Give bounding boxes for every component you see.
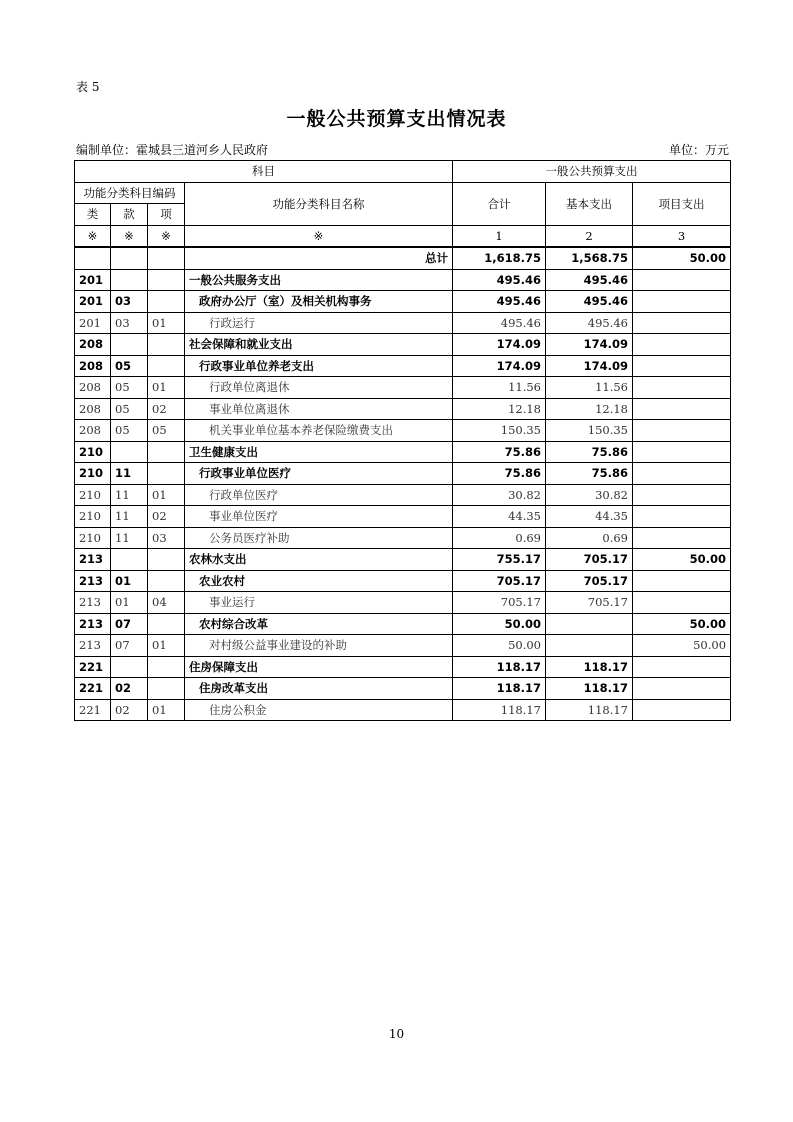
cell-xiang: 05 xyxy=(148,420,185,442)
table-row xyxy=(75,678,731,700)
cell-xiang xyxy=(148,656,185,678)
cell-kuan: 05 xyxy=(111,398,148,420)
header-lei: 类 xyxy=(75,204,111,226)
cell-lei: 201 xyxy=(75,269,111,291)
cell-project xyxy=(633,312,731,334)
cell-xiang: 01 xyxy=(148,312,185,334)
cell-total: 118.17 xyxy=(453,656,546,678)
cell-kuan: 05 xyxy=(111,420,148,442)
cell-total: 75.86 xyxy=(453,441,546,463)
cell-xiang: 01 xyxy=(148,699,185,721)
cell-total: 75.86 xyxy=(453,463,546,485)
cell-project xyxy=(633,291,731,313)
cell-name: 事业单位离退休 xyxy=(185,398,453,420)
currency-unit: 单位：万元 xyxy=(668,143,729,157)
cell-project: 50.00 xyxy=(633,613,731,635)
cell-kuan: 05 xyxy=(111,355,148,377)
cell-kuan: 11 xyxy=(111,484,148,506)
cell-basic: 75.86 xyxy=(546,441,633,463)
budget-table xyxy=(74,160,731,721)
cell-total: 705.17 xyxy=(453,592,546,614)
cell-lei: 213 xyxy=(75,613,111,635)
cell-basic: 1,568.75 xyxy=(546,247,633,269)
cell-total: 495.46 xyxy=(453,312,546,334)
cell-total: 12.18 xyxy=(453,398,546,420)
cell-kuan: 01 xyxy=(111,570,148,592)
cell-kuan xyxy=(111,269,148,291)
table-row xyxy=(75,592,731,614)
cell-name: 卫生健康支出 xyxy=(185,441,453,463)
cell-name: 行政单位医疗 xyxy=(185,484,453,506)
cell-lei: 221 xyxy=(75,678,111,700)
cell-basic: 11.56 xyxy=(546,377,633,399)
header-kuan: 款 xyxy=(111,204,148,226)
cell-xiang: 01 xyxy=(148,484,185,506)
cell-xiang xyxy=(148,247,185,269)
table-row xyxy=(75,635,731,657)
cell-project xyxy=(633,699,731,721)
cell-lei: 201 xyxy=(75,291,111,313)
cell-lei: 221 xyxy=(75,656,111,678)
cell-lei: 221 xyxy=(75,699,111,721)
cell-name: 事业单位医疗 xyxy=(185,506,453,528)
cell-name: 农业农村 xyxy=(185,570,453,592)
cell-basic: 150.35 xyxy=(546,420,633,442)
cell-total: 495.46 xyxy=(453,269,546,291)
cell-name: 农林水支出 xyxy=(185,549,453,571)
cell-project: 50.00 xyxy=(633,247,731,269)
cell-lei: 208 xyxy=(75,355,111,377)
cell-project xyxy=(633,441,731,463)
cell-xiang xyxy=(148,291,185,313)
compiling-unit: 编制单位：霍城县三道河乡人民政府 xyxy=(76,143,269,157)
header-code-group: 功能分类科目编码 xyxy=(75,182,185,204)
cell-lei: 213 xyxy=(75,549,111,571)
col-number-1: 1 xyxy=(453,225,546,247)
cell-name: 事业运行 xyxy=(185,592,453,614)
table-number: 表 5 xyxy=(76,80,100,94)
cell-name: 行政运行 xyxy=(185,312,453,334)
cell-lei: 208 xyxy=(75,398,111,420)
cell-kuan xyxy=(111,247,148,269)
cell-basic: 0.69 xyxy=(546,527,633,549)
cell-kuan xyxy=(111,656,148,678)
cell-lei: 213 xyxy=(75,570,111,592)
cell-basic: 118.17 xyxy=(546,656,633,678)
cell-kuan xyxy=(111,334,148,356)
cell-name: 社会保障和就业支出 xyxy=(185,334,453,356)
table-row xyxy=(75,312,731,334)
cell-lei: 213 xyxy=(75,635,111,657)
mark-kuan: ※ xyxy=(111,225,148,247)
table-row xyxy=(75,699,731,721)
cell-basic xyxy=(546,613,633,635)
cell-basic: 174.09 xyxy=(546,334,633,356)
cell-basic xyxy=(546,635,633,657)
table-row xyxy=(75,549,731,571)
mark-lei: ※ xyxy=(75,225,111,247)
cell-total: 11.56 xyxy=(453,377,546,399)
cell-name: 政府办公厅（室）及相关机构事务 xyxy=(185,291,453,313)
cell-kuan: 07 xyxy=(111,613,148,635)
header-row-4 xyxy=(75,225,731,247)
cell-xiang xyxy=(148,463,185,485)
cell-project xyxy=(633,269,731,291)
cell-xiang xyxy=(148,549,185,571)
cell-name: 公务员医疗补助 xyxy=(185,527,453,549)
cell-project xyxy=(633,678,731,700)
cell-basic: 118.17 xyxy=(546,699,633,721)
cell-total: 705.17 xyxy=(453,570,546,592)
table-row xyxy=(75,463,731,485)
page-number: 10 xyxy=(388,1027,405,1041)
cell-total: 495.46 xyxy=(453,291,546,313)
cell-kuan: 02 xyxy=(111,699,148,721)
cell-project: 50.00 xyxy=(633,635,731,657)
cell-total: 0.69 xyxy=(453,527,546,549)
cell-total: 30.82 xyxy=(453,484,546,506)
cell-kuan: 02 xyxy=(111,678,148,700)
cell-project xyxy=(633,656,731,678)
cell-lei: 210 xyxy=(75,441,111,463)
cell-xiang xyxy=(148,570,185,592)
cell-project xyxy=(633,420,731,442)
table-row xyxy=(75,269,731,291)
cell-xiang xyxy=(148,355,185,377)
table-row xyxy=(75,247,731,269)
header-name: 功能分类科目名称 xyxy=(185,182,453,225)
cell-name: 一般公共服务支出 xyxy=(185,269,453,291)
cell-name: 总计 xyxy=(185,247,453,269)
cell-kuan: 11 xyxy=(111,527,148,549)
header-gpb: 一般公共预算支出 xyxy=(453,161,731,183)
cell-xiang xyxy=(148,269,185,291)
cell-basic: 495.46 xyxy=(546,291,633,313)
cell-project xyxy=(633,484,731,506)
header-basic: 基本支出 xyxy=(546,182,633,225)
cell-kuan: 07 xyxy=(111,635,148,657)
cell-basic: 12.18 xyxy=(546,398,633,420)
table-row xyxy=(75,377,731,399)
cell-lei xyxy=(75,247,111,269)
cell-xiang: 01 xyxy=(148,635,185,657)
cell-kuan: 05 xyxy=(111,377,148,399)
mark-name: ※ xyxy=(185,225,453,247)
cell-xiang: 03 xyxy=(148,527,185,549)
page-title: 一般公共预算支出情况表 xyxy=(286,108,507,130)
header-row-2 xyxy=(75,182,731,204)
cell-name: 住房保障支出 xyxy=(185,656,453,678)
cell-name: 农村综合改革 xyxy=(185,613,453,635)
table-row xyxy=(75,420,731,442)
cell-lei: 208 xyxy=(75,377,111,399)
cell-name: 住房改革支出 xyxy=(185,678,453,700)
cell-lei: 210 xyxy=(75,463,111,485)
cell-total: 174.09 xyxy=(453,355,546,377)
cell-lei: 201 xyxy=(75,312,111,334)
cell-project xyxy=(633,334,731,356)
cell-total: 1,618.75 xyxy=(453,247,546,269)
cell-xiang: 02 xyxy=(148,398,185,420)
cell-name: 住房公积金 xyxy=(185,699,453,721)
mark-xiang: ※ xyxy=(148,225,185,247)
cell-xiang xyxy=(148,441,185,463)
cell-kuan: 11 xyxy=(111,463,148,485)
header-row-1 xyxy=(75,161,731,183)
cell-project xyxy=(633,463,731,485)
table-row xyxy=(75,441,731,463)
header-total: 合计 xyxy=(453,182,546,225)
table-row xyxy=(75,527,731,549)
cell-xiang: 04 xyxy=(148,592,185,614)
cell-name: 行政单位离退休 xyxy=(185,377,453,399)
cell-name: 行政事业单位医疗 xyxy=(185,463,453,485)
cell-project xyxy=(633,398,731,420)
cell-lei: 208 xyxy=(75,334,111,356)
cell-kuan xyxy=(111,441,148,463)
table-row xyxy=(75,613,731,635)
cell-project xyxy=(633,570,731,592)
cell-kuan: 03 xyxy=(111,312,148,334)
col-number-2: 2 xyxy=(546,225,633,247)
cell-project xyxy=(633,377,731,399)
cell-basic: 174.09 xyxy=(546,355,633,377)
cell-project xyxy=(633,527,731,549)
table-row xyxy=(75,656,731,678)
header-xiang: 项 xyxy=(148,204,185,226)
cell-total: 755.17 xyxy=(453,549,546,571)
cell-basic: 118.17 xyxy=(546,678,633,700)
cell-total: 174.09 xyxy=(453,334,546,356)
cell-basic: 30.82 xyxy=(546,484,633,506)
cell-total: 44.35 xyxy=(453,506,546,528)
cell-xiang: 01 xyxy=(148,377,185,399)
cell-name: 对村级公益事业建设的补助 xyxy=(185,635,453,657)
cell-project xyxy=(633,592,731,614)
cell-lei: 213 xyxy=(75,592,111,614)
cell-project: 50.00 xyxy=(633,549,731,571)
cell-lei: 210 xyxy=(75,484,111,506)
cell-kuan: 03 xyxy=(111,291,148,313)
cell-basic: 75.86 xyxy=(546,463,633,485)
cell-lei: 208 xyxy=(75,420,111,442)
table-row xyxy=(75,291,731,313)
cell-xiang: 02 xyxy=(148,506,185,528)
cell-kuan: 11 xyxy=(111,506,148,528)
table-row xyxy=(75,506,731,528)
table-row xyxy=(75,398,731,420)
cell-kuan: 01 xyxy=(111,592,148,614)
cell-name: 行政事业单位养老支出 xyxy=(185,355,453,377)
cell-basic: 705.17 xyxy=(546,592,633,614)
cell-total: 150.35 xyxy=(453,420,546,442)
col-number-3: 3 xyxy=(633,225,731,247)
header-project: 项目支出 xyxy=(633,182,731,225)
cell-total: 50.00 xyxy=(453,635,546,657)
table-row xyxy=(75,334,731,356)
cell-xiang xyxy=(148,613,185,635)
header-subject: 科目 xyxy=(75,161,453,183)
table-row xyxy=(75,570,731,592)
cell-total: 50.00 xyxy=(453,613,546,635)
cell-xiang xyxy=(148,334,185,356)
cell-project xyxy=(633,355,731,377)
cell-lei: 210 xyxy=(75,527,111,549)
cell-basic: 495.46 xyxy=(546,269,633,291)
cell-kuan xyxy=(111,549,148,571)
cell-xiang xyxy=(148,678,185,700)
table-row xyxy=(75,484,731,506)
cell-lei: 210 xyxy=(75,506,111,528)
cell-total: 118.17 xyxy=(453,699,546,721)
cell-basic: 705.17 xyxy=(546,549,633,571)
cell-name: 机关事业单位基本养老保险缴费支出 xyxy=(185,420,453,442)
table-row xyxy=(75,355,731,377)
cell-project xyxy=(633,506,731,528)
cell-basic: 44.35 xyxy=(546,506,633,528)
cell-basic: 495.46 xyxy=(546,312,633,334)
cell-total: 118.17 xyxy=(453,678,546,700)
cell-basic: 705.17 xyxy=(546,570,633,592)
